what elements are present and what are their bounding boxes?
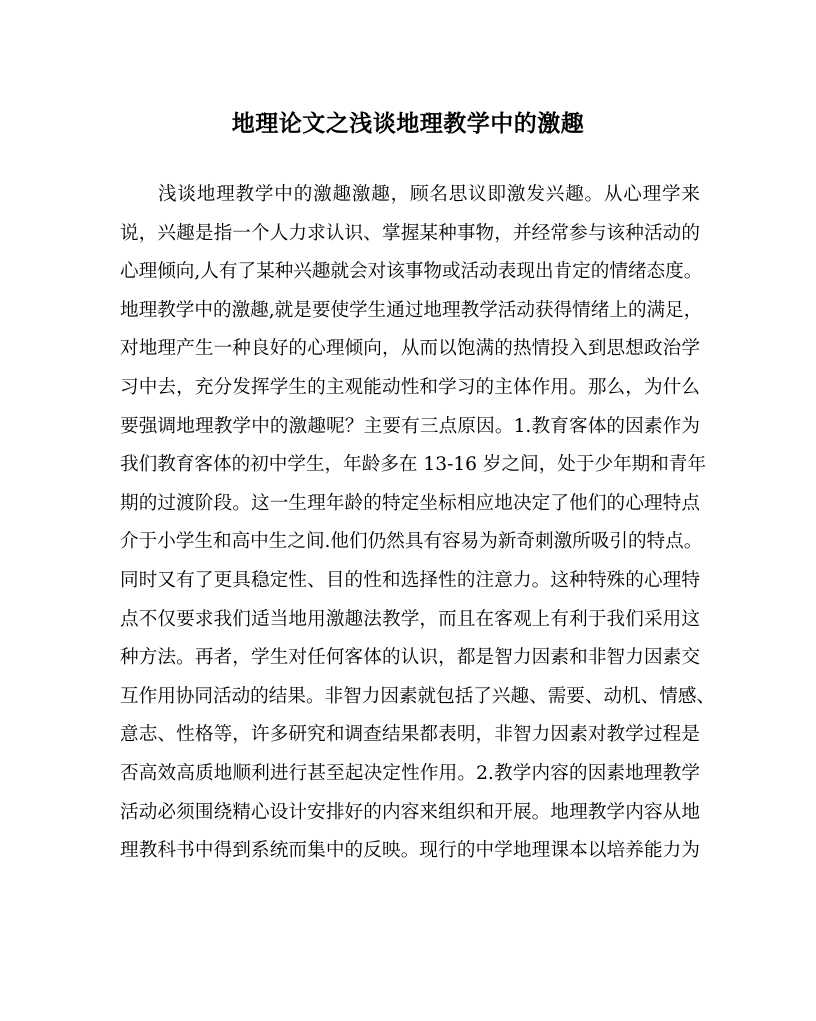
- body-line: 否高效高质地顺利进行甚至起决定性作用。2.教学内容的因素地理教学: [120, 762, 700, 784]
- body-line: 地理教学中的激趣,就是要使学生通过地理教学活动获得情绪上的满足，: [120, 299, 703, 321]
- body-line: 活动必须围绕精心设计安排好的内容来组织和开展。地理教学内容从地: [120, 801, 700, 823]
- body-line: 种方法。再者，学生对任何客体的认识，都是智力因素和非智力因素交: [120, 647, 700, 669]
- body-line: 点不仅要求我们适当地用激趣法教学，而且在客观上有利于我们采用这: [120, 608, 700, 630]
- body-line: 我们教育客体的初中学生，年龄多在 13-16 岁之间，处于少年期和青年: [120, 454, 707, 476]
- body-line: 心理倾向,人有了某种兴趣就会对该事物或活动表现出肯定的情绪态度。: [120, 261, 703, 283]
- document-title: 地理论文之浅谈地理教学中的激趣: [231, 110, 585, 137]
- document-body: [120, 176, 716, 871]
- body-line: 对地理产生一种良好的心理倾向，从而以饱满的热情投入到思想政治学: [120, 338, 700, 360]
- body-line: 理教科书中得到系统而集中的反映。现行的中学地理课本以培养能力为: [120, 840, 700, 862]
- body-line: 浅谈地理教学中的激趣激趣，顾名思议即激发兴趣。从心理学来: [158, 184, 700, 205]
- body-line: 要强调地理教学中的激趣呢？主要有三点原因。1.教育客体的因素作为: [120, 415, 700, 437]
- body-line: 互作用协同活动的结果。非智力因素就包括了兴趣、需要、动机、情感、: [120, 685, 716, 707]
- body-line: 习中去，充分发挥学生的主观能动性和学习的主体作用。那么，为什么: [120, 376, 700, 398]
- body-line: 同时又有了更具稳定性、目的性和选择性的注意力。这种特殊的心理特: [120, 569, 700, 591]
- body-line: 意志、性格等，许多研究和调查结果都表明，非智力因素对教学过程是: [120, 724, 700, 746]
- body-line: 介于小学生和高中生之间.他们仍然具有容易为新奇刺激所吸引的特点。: [120, 531, 703, 553]
- body-line: 期的过渡阶段。这一生理年龄的特定坐标相应地决定了他们的心理特点: [120, 492, 700, 514]
- body-line: 说，兴趣是指一个人力求认识、掌握某种事物，并经常参与该种活动的: [120, 222, 700, 244]
